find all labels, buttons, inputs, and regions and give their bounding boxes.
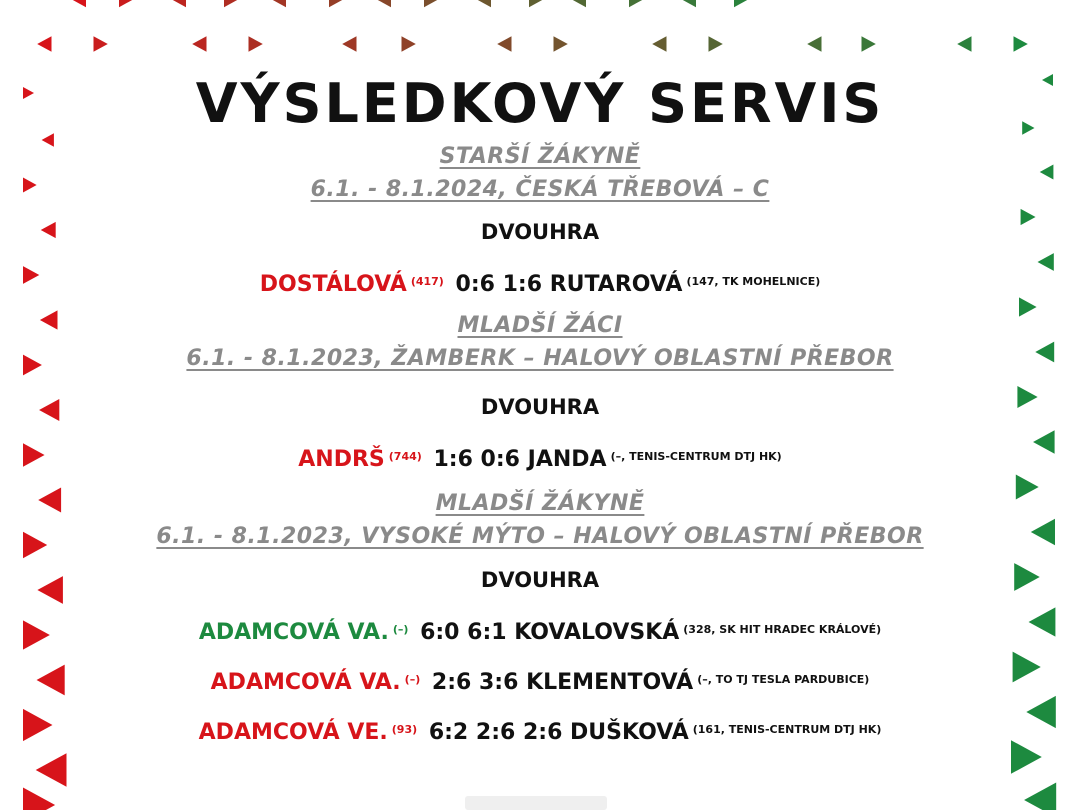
decor-triangle bbox=[224, 0, 237, 7]
decor-triangle bbox=[192, 36, 206, 52]
section-category: MLADŠÍ ŽÁCI bbox=[457, 313, 623, 338]
decor-triangle bbox=[957, 36, 971, 52]
section-tournament: 6.1. - 8.1.2023, VYSOKÉ MÝTO – HALOVÝ OBLASTNÍ PŘEBOR bbox=[156, 524, 924, 549]
decor-triangle bbox=[249, 36, 263, 52]
match-score: 6:0 6:1 bbox=[420, 620, 507, 645]
decor-triangle bbox=[23, 787, 55, 810]
decor-triangle bbox=[329, 0, 342, 7]
decor-triangle bbox=[73, 0, 86, 7]
decor-triangle bbox=[173, 0, 186, 7]
match-row bbox=[0, 614, 1080, 649]
section-category: STARŠÍ ŽÁKYNĚ bbox=[439, 144, 641, 169]
opponent-note: (328, SK HIT HRADEC KRÁLOVÉ) bbox=[683, 623, 882, 636]
opponent-name: RUTAROVÁ bbox=[549, 272, 683, 297]
event-label: DVOUHRA bbox=[480, 568, 600, 592]
player-name: ANDRŠ bbox=[298, 447, 385, 472]
player-name: ADAMCOVÁ VE. bbox=[198, 720, 388, 745]
decor-triangle bbox=[554, 36, 568, 52]
match-row bbox=[0, 266, 1080, 301]
player-name: DOSTÁLOVÁ bbox=[259, 272, 407, 297]
match-score: 0:6 1:6 bbox=[455, 272, 543, 297]
match-row bbox=[0, 714, 1080, 749]
decor-triangle bbox=[629, 0, 642, 7]
decor-triangle bbox=[862, 36, 876, 52]
page-title: VÝSLEDKOVÝ SERVIS bbox=[195, 72, 885, 135]
opponent-note: (147, TK MOHELNICE) bbox=[686, 275, 821, 288]
decor-triangle bbox=[652, 36, 666, 52]
decor-triangle bbox=[683, 0, 696, 7]
match-score: 2:6 3:6 bbox=[431, 670, 519, 695]
player-note: (744) bbox=[388, 450, 422, 463]
opponent-name: KOVALOVSKÁ bbox=[514, 620, 680, 645]
decor-triangle bbox=[1024, 782, 1056, 810]
decor-triangle bbox=[94, 36, 108, 52]
decor-triangle bbox=[37, 36, 51, 52]
decor-triangle bbox=[807, 36, 821, 52]
section-tournament: 6.1. - 8.1.2024, ČESKÁ TŘEBOVÁ – C bbox=[310, 177, 770, 202]
player-name: ADAMCOVÁ VA. bbox=[210, 670, 401, 695]
opponent-name: DUŠKOVÁ bbox=[570, 720, 689, 745]
decor-triangle bbox=[734, 0, 747, 7]
player-note: (–) bbox=[404, 673, 421, 686]
decor-triangle bbox=[402, 36, 416, 52]
opponent-name: KLEMENTOVÁ bbox=[526, 670, 694, 695]
player-name: ADAMCOVÁ VA. bbox=[198, 620, 389, 645]
opponent-name: JANDA bbox=[527, 447, 607, 472]
player-note: (93) bbox=[391, 723, 418, 736]
decor-triangle bbox=[529, 0, 542, 7]
decor-triangle bbox=[709, 36, 723, 52]
match-row bbox=[0, 664, 1080, 699]
decor-triangle bbox=[378, 0, 391, 7]
player-note: (417) bbox=[410, 275, 444, 288]
opponent-note: (–, TENIS-CENTRUM DTJ HK) bbox=[610, 450, 782, 463]
match-score: 6:2 2:6 2:6 bbox=[428, 720, 563, 745]
match-score: 1:6 0:6 bbox=[433, 447, 520, 472]
event-label: DVOUHRA bbox=[480, 220, 600, 244]
match-row bbox=[0, 441, 1080, 476]
event-label: DVOUHRA bbox=[480, 395, 600, 419]
decor-triangle bbox=[119, 0, 132, 7]
decor-triangle bbox=[478, 0, 491, 7]
opponent-note: (161, TENIS-CENTRUM DTJ HK) bbox=[692, 723, 882, 736]
opponent-note: (–, TO TJ TESLA PARDUBICE) bbox=[697, 673, 870, 686]
decor-triangle bbox=[1014, 36, 1028, 52]
section-tournament: 6.1. - 8.1.2023, ŽAMBERK – HALOVÝ OBLASTNÍ PŘEBOR bbox=[186, 346, 894, 371]
section-category: MLADŠÍ ŽÁKYNĚ bbox=[435, 491, 645, 516]
decor-triangle bbox=[273, 0, 286, 7]
decor-triangle bbox=[342, 36, 356, 52]
decor-triangle bbox=[424, 0, 437, 7]
decor-triangle bbox=[36, 753, 67, 787]
bottom-tab bbox=[465, 796, 607, 810]
decor-triangle bbox=[497, 36, 511, 52]
decor-triangle bbox=[573, 0, 586, 7]
player-note: (–) bbox=[392, 623, 409, 636]
